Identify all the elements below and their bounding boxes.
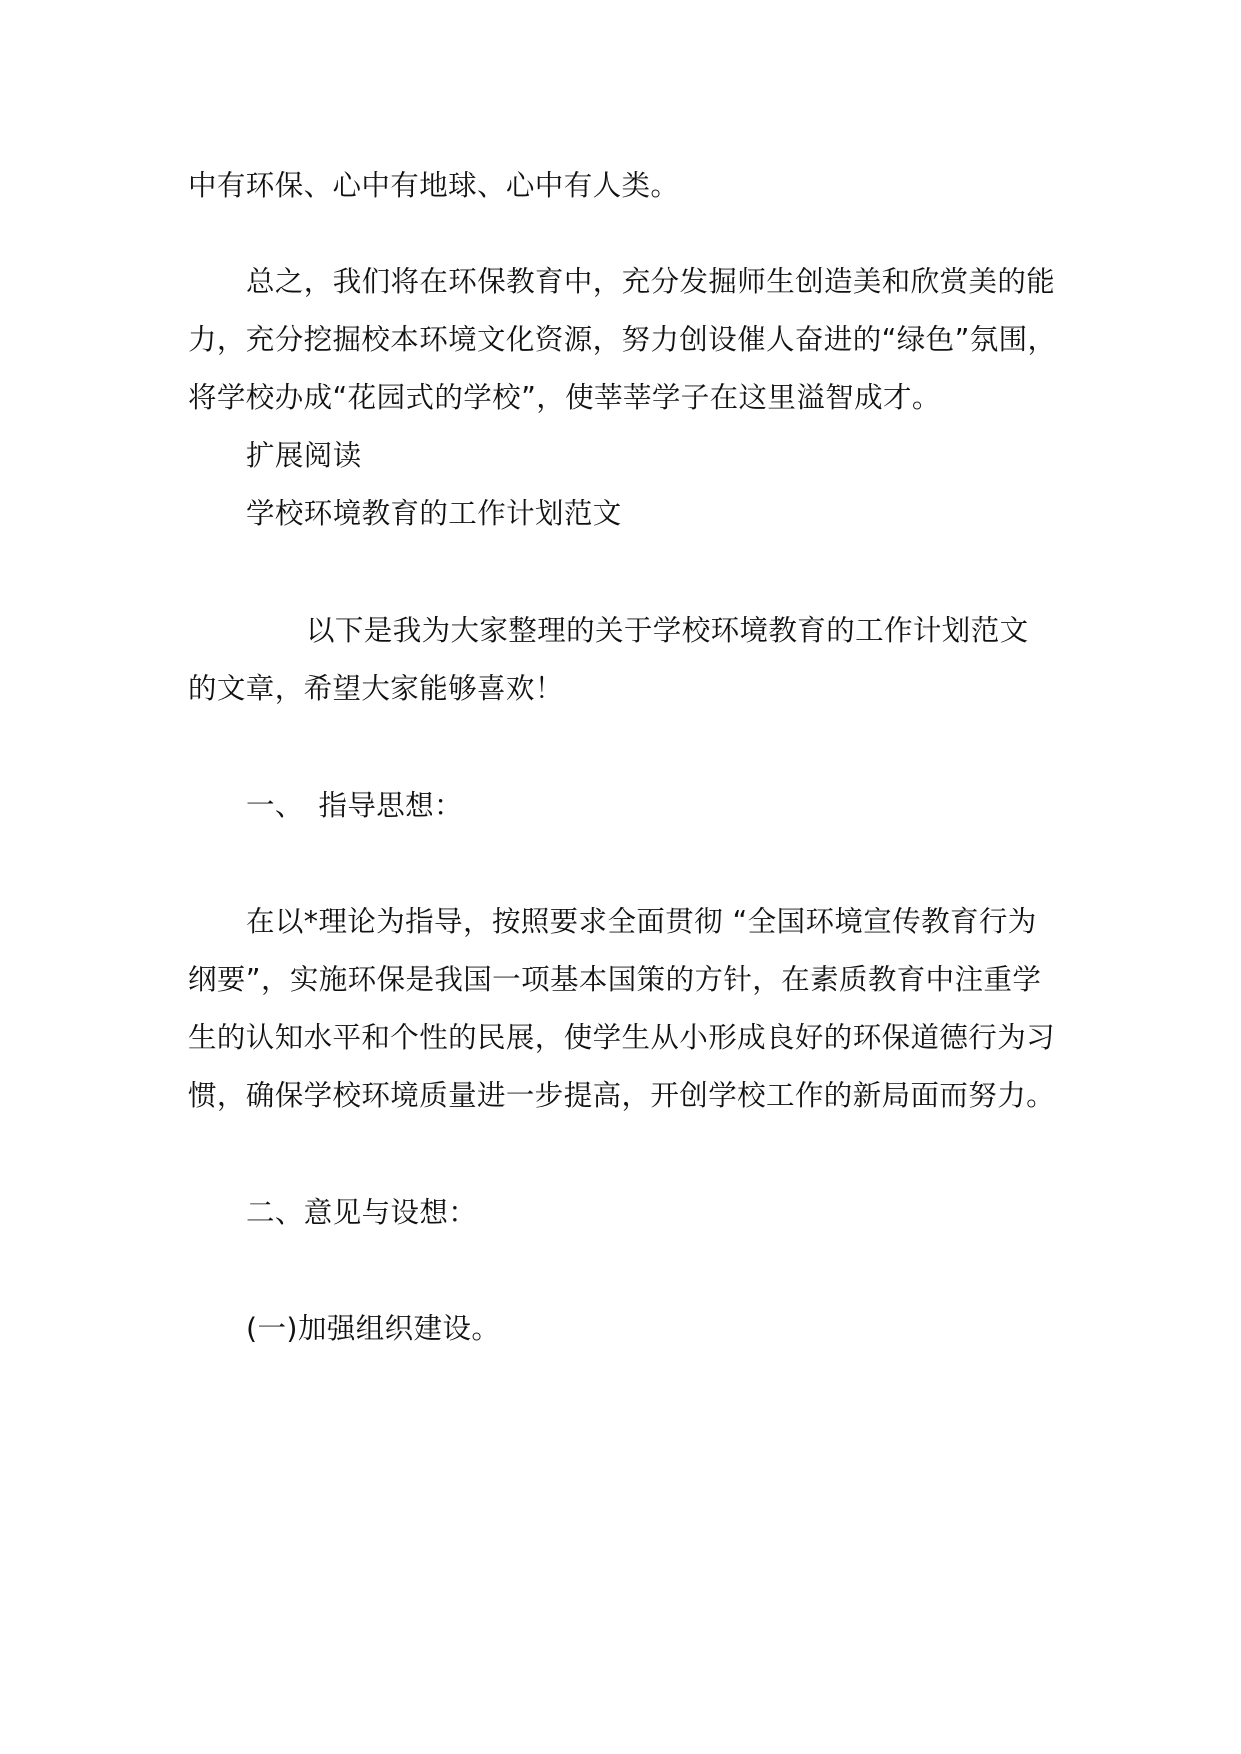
section-heading: 扩展阅读 — [246, 439, 362, 472]
paragraph-line: 总之，我们将在环保教育中，充分发掘师生创造美和欣赏美的能 — [246, 265, 1056, 298]
paragraph-line: 在以*理论为指导，按照要求全面贯彻 “全国环境宣传教育行为 — [246, 905, 1037, 938]
paragraph-line: 力，充分挖掘校本环境文化资源，努力创设催人奋进的“绿色”氛围， — [188, 323, 1057, 356]
section-heading: 一、 指导思想： — [246, 789, 463, 822]
paragraph-line: 惯，确保学校环境质量进一步提高，开创学校工作的新局面而努力。 — [188, 1079, 1056, 1112]
subsection-heading: (一)加强组织建设。 — [246, 1312, 501, 1345]
paragraph-line: 中有环保、心中有地球、心中有人类。 — [188, 169, 680, 202]
section-heading: 二、意见与设想： — [246, 1196, 478, 1229]
paragraph-line: 以下是我为大家整理的关于学校环境教育的工作计划范文 — [306, 614, 1029, 647]
paragraph-line: 纲要”，实施环保是我国一项基本国策的方针，在素质教育中注重学 — [188, 963, 1042, 996]
article-title: 学校环境教育的工作计划范文 — [246, 497, 622, 530]
paragraph-line: 将学校办成“花园式的学校”，使莘莘学子在这里溢智成才。 — [188, 381, 941, 414]
paragraph-line: 生的认知水平和个性的民展，使学生从小形成良好的环保道德行为习 — [188, 1021, 1056, 1054]
paragraph-line: 的文章，希望大家能够喜欢！ — [188, 672, 564, 705]
